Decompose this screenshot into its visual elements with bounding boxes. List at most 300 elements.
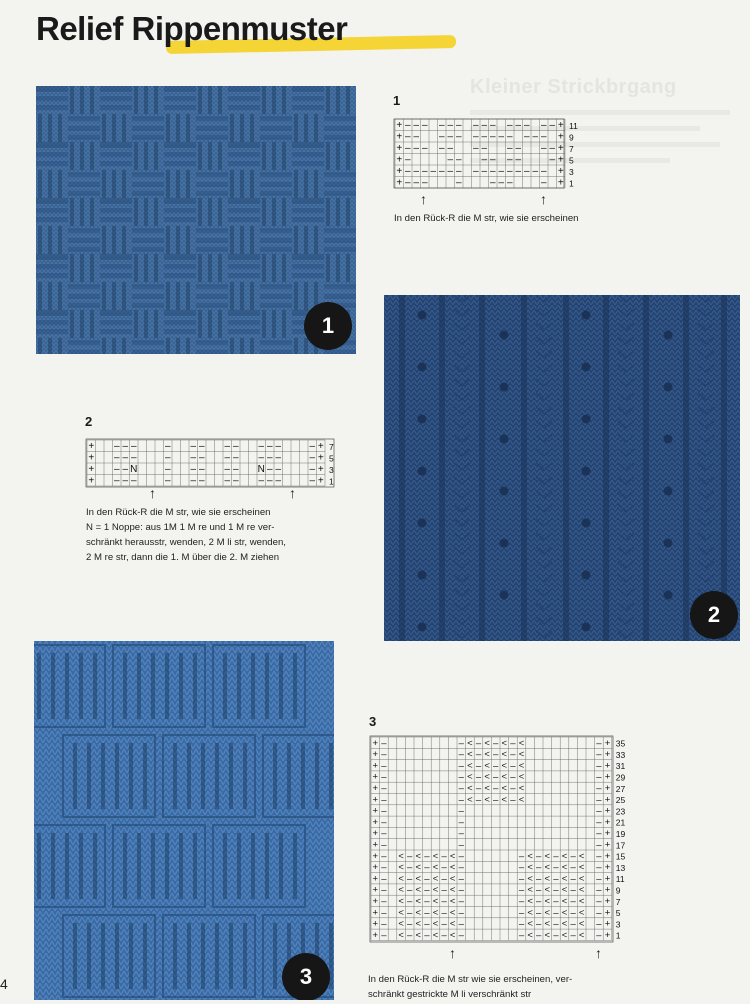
chart-symbol: < <box>501 737 508 749</box>
chart-symbol: – <box>224 463 231 475</box>
chart-symbol: – <box>458 783 464 795</box>
pattern-badge-3: 3 <box>282 953 330 1000</box>
chart-symbol: + <box>88 440 95 452</box>
chart-symbol: – <box>407 907 413 919</box>
chart-symbol: – <box>266 452 273 464</box>
chart-symbol: + <box>557 142 564 154</box>
chart-symbol: – <box>596 884 602 896</box>
chart-symbol: – <box>596 771 602 783</box>
chart-symbol: < <box>544 884 551 896</box>
chart-symbol: + <box>317 463 324 475</box>
chart-symbol: – <box>407 918 413 930</box>
chart-symbol: – <box>596 929 602 941</box>
chart-symbol: – <box>493 760 499 772</box>
chart-symbol: + <box>604 896 611 908</box>
pattern-instructions-3 <box>368 973 572 1003</box>
chart-symbol: – <box>596 862 602 874</box>
chart-symbol: – <box>381 873 387 885</box>
pattern-chart-2 <box>85 438 365 490</box>
chart-symbol: – <box>447 165 454 177</box>
chart-symbol: + <box>396 142 403 154</box>
chart-symbol: + <box>372 929 379 941</box>
chart-symbol: – <box>258 452 265 464</box>
rib-line <box>265 653 269 719</box>
chart-symbol: – <box>424 929 430 941</box>
chart-symbol: – <box>381 783 387 795</box>
chart-symbol: < <box>544 862 551 874</box>
chart-symbol: + <box>372 771 379 783</box>
chart-symbol: – <box>458 873 464 885</box>
chart-symbol: – <box>506 177 513 189</box>
rib-line <box>187 923 191 989</box>
chart-symbol: – <box>381 737 387 749</box>
rib-line <box>79 653 83 719</box>
chart-symbol: – <box>553 884 559 896</box>
chart-row-number: 7 <box>329 441 334 452</box>
chart-symbol: < <box>561 896 568 908</box>
pattern-chart-1 <box>393 117 593 193</box>
page-title-block <box>36 10 347 48</box>
rib-line <box>93 833 97 899</box>
chart-symbol: + <box>396 165 403 177</box>
rib-line <box>87 923 91 989</box>
chart-symbol: – <box>596 850 602 862</box>
chart-symbol: – <box>275 440 282 452</box>
chart-symbol: < <box>467 794 473 806</box>
chart-symbol: < <box>449 907 456 919</box>
chart-symbol: < <box>561 873 568 885</box>
pattern-label-3: 3 <box>369 714 377 729</box>
chart-symbol: < <box>415 850 422 862</box>
chart-symbol: – <box>596 816 602 828</box>
chart-symbol: – <box>441 884 447 896</box>
chart-symbol: < <box>527 929 533 941</box>
chart-2-arrow-right: ↑ <box>289 485 296 501</box>
chart-row-number: 9 <box>569 132 574 143</box>
chart-symbol: – <box>472 142 479 154</box>
chart-symbol: < <box>484 771 490 783</box>
chart-symbol: < <box>398 929 404 941</box>
chart-symbol: – <box>164 475 171 487</box>
chart-symbol: – <box>455 119 462 131</box>
chart-row-number: 3 <box>569 166 574 177</box>
chart-symbol: – <box>381 850 387 862</box>
chart-symbol: – <box>421 119 428 131</box>
chart-symbol: – <box>455 165 462 177</box>
chart-row-number: 7 <box>615 896 621 907</box>
chart-symbol: – <box>518 862 525 874</box>
chart-row-number: 17 <box>615 840 626 851</box>
chart-symbol: < <box>415 862 422 874</box>
chart-row-number: 1 <box>569 178 574 189</box>
chart-symbol: – <box>475 749 482 761</box>
chart-symbol: + <box>88 475 95 487</box>
chart-symbol: – <box>458 850 464 862</box>
chart-symbol: – <box>596 907 602 919</box>
chart-symbol: – <box>549 119 556 131</box>
chart-symbol: – <box>489 119 496 131</box>
chart-symbol: – <box>441 929 447 941</box>
chart-symbol: – <box>481 131 488 143</box>
swatch-photo-1 <box>36 86 356 354</box>
chart-1-arrow-left: ↑ <box>420 191 427 207</box>
chart-symbol: < <box>432 884 439 896</box>
swatch-3-texture <box>34 641 334 1000</box>
chart-symbol: – <box>489 154 496 166</box>
chart-symbol: – <box>113 463 120 475</box>
chart-symbol: < <box>561 862 568 874</box>
chart-symbol: < <box>561 918 568 930</box>
chart-symbol: < <box>578 918 585 930</box>
chart-symbol: + <box>372 783 379 795</box>
chart-symbol: – <box>122 463 129 475</box>
chart-symbol: – <box>596 896 602 908</box>
chart-symbol: + <box>604 873 611 885</box>
rib-line <box>123 833 127 899</box>
chart-symbol: < <box>484 783 490 795</box>
chart-symbol: < <box>449 862 456 874</box>
chart-symbol: + <box>372 828 379 840</box>
chart-row-number: 3 <box>329 464 334 475</box>
chart-symbol: + <box>372 760 379 772</box>
chart-symbol: – <box>518 884 525 896</box>
chart-symbol: < <box>484 737 490 749</box>
swatch-photo-2 <box>384 295 740 641</box>
chart-symbol: + <box>557 119 564 131</box>
chart-symbol: < <box>467 771 473 783</box>
instructions-2-line: In den Rück-R die M str, wie sie erscheinen <box>86 507 271 518</box>
chart-symbol: < <box>432 873 439 885</box>
chart-symbol: – <box>458 918 464 930</box>
chart-symbol: – <box>424 896 430 908</box>
chart-symbol: < <box>544 918 551 930</box>
chart-symbol: – <box>381 749 387 761</box>
rib-line <box>215 743 219 809</box>
chart-symbol: + <box>604 816 611 828</box>
chart-row-number: 23 <box>615 806 626 817</box>
chart-symbol: – <box>481 119 488 131</box>
chart-symbol: – <box>413 131 420 143</box>
chart-symbol: – <box>498 131 505 143</box>
chart-symbol: – <box>190 475 197 487</box>
chart-symbol: – <box>553 918 559 930</box>
rib-line <box>251 833 255 899</box>
rib-line <box>179 833 183 899</box>
chart-symbol: < <box>398 907 404 919</box>
chart-symbol: – <box>518 907 525 919</box>
chart-symbol: < <box>527 907 533 919</box>
chart-symbol: – <box>413 119 420 131</box>
chart-row-number: 13 <box>615 862 626 873</box>
chart-symbol: + <box>372 896 379 908</box>
bobble-note-line-3: 2 M re str, dann die 1. M über die 2. M ziehen <box>86 551 280 563</box>
chart-symbol: < <box>467 737 473 749</box>
chart-symbol: – <box>266 463 273 475</box>
rib-line <box>215 923 219 989</box>
chart-symbol: – <box>413 142 420 154</box>
chart-symbol: + <box>604 794 611 806</box>
chart-symbol: – <box>458 749 464 761</box>
chart-symbol: + <box>88 463 95 475</box>
chart-symbol: – <box>553 929 559 941</box>
chart-symbol: – <box>553 907 559 919</box>
rib-line <box>37 833 41 899</box>
chart-row-number: 35 <box>615 738 626 749</box>
chart-symbol: – <box>523 165 530 177</box>
chart-symbol: – <box>596 760 602 772</box>
chart-symbol: – <box>493 794 499 806</box>
chart-symbol: – <box>441 862 447 874</box>
chart-symbol: < <box>527 862 533 874</box>
chart-symbol: – <box>130 440 137 452</box>
chart-symbol: – <box>407 850 413 862</box>
chart-symbol: + <box>317 452 324 464</box>
chart-symbol: – <box>570 850 576 862</box>
chart-symbol: < <box>527 918 533 930</box>
chart-symbol: – <box>489 165 496 177</box>
chart-symbol: – <box>506 154 513 166</box>
rib-line <box>129 743 133 809</box>
chart-symbol: – <box>441 896 447 908</box>
rib-line <box>143 743 147 809</box>
chart-symbol: – <box>407 873 413 885</box>
chart-symbol: – <box>518 918 525 930</box>
chart-symbol: – <box>232 475 239 487</box>
chart-row-number: 25 <box>615 795 626 806</box>
chart-row-number: 21 <box>615 817 626 828</box>
chart-symbol: – <box>130 475 137 487</box>
chart-symbol: – <box>506 119 513 131</box>
rib-line <box>65 653 69 719</box>
chart-symbol: – <box>458 805 464 817</box>
chart-symbol: – <box>510 771 516 783</box>
bobble-note-line-1: N = 1 Noppe: aus 1M 1 M re und 1 M re ver- <box>86 521 275 533</box>
chart-symbol: – <box>596 873 602 885</box>
rib-line <box>101 743 105 809</box>
chart-symbol: – <box>458 828 464 840</box>
chart-symbol: – <box>122 475 129 487</box>
chart-symbol: – <box>455 154 462 166</box>
chart-symbol: + <box>604 805 611 817</box>
chart-symbol: – <box>404 177 411 189</box>
chart-3-arrow-left: ↑ <box>449 945 456 961</box>
chart-symbol: + <box>604 839 611 851</box>
chart-row-number: 29 <box>615 772 626 783</box>
rib-line <box>173 923 177 989</box>
chart-symbol: – <box>493 783 499 795</box>
rib-line <box>315 743 319 809</box>
chart-symbol: + <box>372 805 379 817</box>
chart-symbol: + <box>604 929 611 941</box>
chart-symbol: < <box>527 896 533 908</box>
chart-symbol: – <box>536 850 542 862</box>
chart-symbol: + <box>372 749 379 761</box>
chart-symbol: – <box>515 154 522 166</box>
chart-symbol: – <box>122 440 129 452</box>
chart-row-number: 19 <box>615 829 626 840</box>
chart-symbol: – <box>596 828 602 840</box>
chart-symbol: + <box>557 131 564 143</box>
chart-symbol: – <box>224 452 231 464</box>
chart-symbol: – <box>381 884 387 896</box>
chart-symbol: – <box>481 165 488 177</box>
pattern-label-1: 1 <box>393 93 401 108</box>
chart-symbol: – <box>381 896 387 908</box>
chart-symbol: < <box>449 918 456 930</box>
chart-symbol: + <box>396 119 403 131</box>
chart-symbol: + <box>317 440 324 452</box>
chart-symbol: – <box>570 862 576 874</box>
chart-symbol: – <box>540 177 547 189</box>
chart-symbol: + <box>396 177 403 189</box>
chart-symbol: + <box>604 737 611 749</box>
chart-symbol: – <box>596 805 602 817</box>
rib-line <box>51 653 55 719</box>
chart-symbol: + <box>557 154 564 166</box>
chart-symbol: < <box>449 896 456 908</box>
chart-symbol: – <box>553 850 559 862</box>
rib-line <box>73 743 77 809</box>
chart-symbol: – <box>472 119 479 131</box>
swatch-2-texture <box>384 295 740 641</box>
chart-symbol: – <box>275 452 282 464</box>
chart-symbol: < <box>449 929 456 941</box>
chart-symbol: < <box>415 896 422 908</box>
chart-symbol: – <box>190 440 197 452</box>
chart-symbol: < <box>518 737 525 749</box>
chart-symbol: – <box>510 783 516 795</box>
chart-symbol: – <box>413 177 420 189</box>
chart-symbol: – <box>424 918 430 930</box>
chart-symbol: + <box>604 771 611 783</box>
chart-symbol: + <box>372 850 379 862</box>
rib-line <box>79 833 83 899</box>
chart-symbol: – <box>489 177 496 189</box>
chart-symbol: + <box>88 452 95 464</box>
chart-symbol: < <box>415 873 422 885</box>
chart-symbol: – <box>596 737 602 749</box>
rib-line <box>329 743 333 809</box>
pattern-badge-1: 1 <box>304 302 352 350</box>
chart-symbol: – <box>198 463 205 475</box>
chart-symbol: – <box>413 165 420 177</box>
rib-line <box>65 833 69 899</box>
chart-symbol: < <box>484 794 490 806</box>
chart-symbol: + <box>604 907 611 919</box>
chart-3-arrow-right: ↑ <box>595 945 602 961</box>
chart-symbol: + <box>396 131 403 143</box>
chart-symbol: < <box>578 896 585 908</box>
pattern-chart-3 <box>369 735 649 945</box>
rib-line <box>237 833 241 899</box>
chart-symbol: – <box>596 839 602 851</box>
chart-symbol: – <box>438 165 445 177</box>
chart-symbol: < <box>501 794 508 806</box>
chart-symbol: – <box>596 783 602 795</box>
chart-symbol: – <box>481 142 488 154</box>
chart-symbol: – <box>404 119 411 131</box>
rib-line <box>243 923 247 989</box>
chart-symbol: < <box>432 896 439 908</box>
rib-line <box>243 743 247 809</box>
chart-symbol: – <box>549 142 556 154</box>
rib-line <box>187 743 191 809</box>
chart-symbol: < <box>398 862 404 874</box>
chart-symbol: < <box>501 771 508 783</box>
chart-symbol: + <box>557 165 564 177</box>
chart-symbol: – <box>113 475 120 487</box>
chart-row-number: 9 <box>615 885 621 896</box>
chart-symbol: + <box>604 862 611 874</box>
chart-symbol: < <box>398 884 404 896</box>
chart-symbol: – <box>493 771 499 783</box>
rib-line <box>229 743 233 809</box>
chart-symbol: – <box>421 177 428 189</box>
chart-symbol: – <box>266 440 273 452</box>
chart-symbol: < <box>484 749 490 761</box>
chart-symbol: – <box>455 131 462 143</box>
chart-symbol: – <box>498 165 505 177</box>
chart-symbol: – <box>275 475 282 487</box>
chart-symbol: – <box>570 884 576 896</box>
chart-symbol: – <box>381 794 387 806</box>
chart-symbol: – <box>407 884 413 896</box>
chart-symbol: < <box>518 749 525 761</box>
chart-symbol: + <box>604 884 611 896</box>
chart-symbol: – <box>553 862 559 874</box>
chart-symbol: – <box>381 760 387 772</box>
chart-symbol: < <box>578 884 585 896</box>
chart-symbol: < <box>467 783 473 795</box>
rib-line <box>229 923 233 989</box>
rib-line <box>87 743 91 809</box>
pattern-badge-2: 2 <box>690 591 738 639</box>
chart-symbol: – <box>518 850 525 862</box>
chart-symbol: – <box>164 463 171 475</box>
rib-line <box>265 833 269 899</box>
chart-row-number: 33 <box>615 749 626 760</box>
chart-symbol: < <box>544 850 551 862</box>
chart-symbol: – <box>515 142 522 154</box>
chart-symbol: + <box>317 475 324 487</box>
rib-line <box>179 653 183 719</box>
chart-symbol: – <box>475 783 482 795</box>
chart-symbol: – <box>232 463 239 475</box>
rib-line <box>73 923 77 989</box>
chart-symbol: < <box>432 929 439 941</box>
chart-symbol: – <box>381 816 387 828</box>
chart-symbol: < <box>398 873 404 885</box>
chart-symbol: – <box>381 907 387 919</box>
chart-symbol: < <box>432 862 439 874</box>
chart-symbol: – <box>532 131 539 143</box>
chart-symbol: < <box>518 771 525 783</box>
chart-symbol: – <box>458 929 464 941</box>
rib-line <box>279 653 283 719</box>
chart-row-number: 15 <box>615 851 626 862</box>
chart-symbol: < <box>561 884 568 896</box>
chart-symbol: – <box>523 131 530 143</box>
chart-symbol: – <box>113 452 120 464</box>
chart-symbol: – <box>224 475 231 487</box>
chart-symbol: – <box>493 749 499 761</box>
chart-symbol: – <box>275 463 282 475</box>
rib-line <box>151 653 155 719</box>
rib-line <box>123 653 127 719</box>
chart-symbol: – <box>481 154 488 166</box>
rib-line <box>287 743 291 809</box>
chart-symbol: – <box>570 929 576 941</box>
